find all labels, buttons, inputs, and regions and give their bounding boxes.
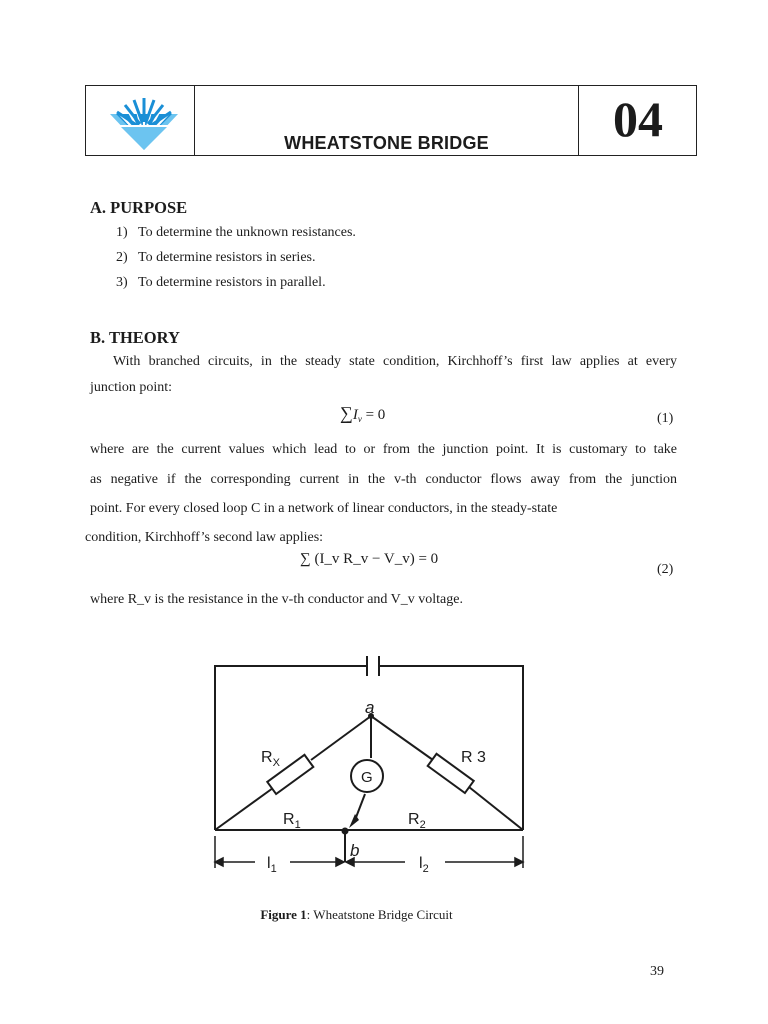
eq1-variable: I [352,407,358,423]
theory-paragraph-line: where are the current values which lead to or from the junction point. It is customary to take [90,442,677,457]
l2-label: $l_2$ [419,855,429,875]
purpose-heading: A. PURPOSE [90,198,188,217]
chapter-number: 04 [613,91,663,147]
equation-2: ∑ (I_v R_v − V_v) = 0 [300,551,439,567]
rx-label: $R_X$ [261,749,280,769]
purpose-item-text: To determine resistors in parallel. [138,275,326,290]
purpose-item-num: 1) [116,225,128,240]
node-a-label: a [365,698,375,717]
sum-symbol: ∑ [340,403,353,423]
wheatstone-bridge-diagram [205,650,535,878]
eq1-subscript: v [357,414,362,424]
purpose-item-text: To determine resistors in series. [138,250,316,265]
galvanometer-label: G [361,769,373,786]
eq1-rhs: = 0 [365,407,386,423]
l1-label: $l_1$ [267,855,277,875]
purpose-item-num: 3) [116,275,128,290]
r1-label: $R_1$ [283,811,301,831]
figure-caption [0,907,713,923]
theory-paragraph-line: junction point: [90,380,173,395]
page-number: 39 [650,964,664,979]
page-title: WHEATSTONE BRIDGE [284,133,489,153]
purpose-item-text: To determine the unknown resistances. [138,225,356,240]
caption-text: : Wheatstone Bridge Circuit [306,907,453,922]
caption-label: Figure 1 [260,907,307,922]
theory-paragraph-line: With branched circuits, in the steady state condition, Kirchhoff’s first law applies at every [113,354,677,369]
theory-paragraph-line: where R_v is the resistance in the v-th conductor and V_v voltage. [90,592,463,607]
equation-1-number: (1) [657,411,674,426]
theory-paragraph-line: as negative if the corresponding current in the v-th conductor flows away from the junction [90,472,677,487]
r2-label: $R_2$ [408,811,426,831]
node-b-label: b [350,841,360,860]
university-logo-icon [106,92,182,152]
purpose-item-num: 2) [116,250,128,265]
theory-paragraph-line: point. For every closed loop C in a network of linear conductors, in the steady-state [90,501,558,516]
theory-heading: B. THEORY [90,328,180,347]
equation-2-number: (2) [657,562,674,577]
equation-1 [340,403,385,424]
theory-paragraph-line: condition, Kirchhoff’s second law applies: [85,530,324,545]
r3-label: R 3 [461,749,486,766]
